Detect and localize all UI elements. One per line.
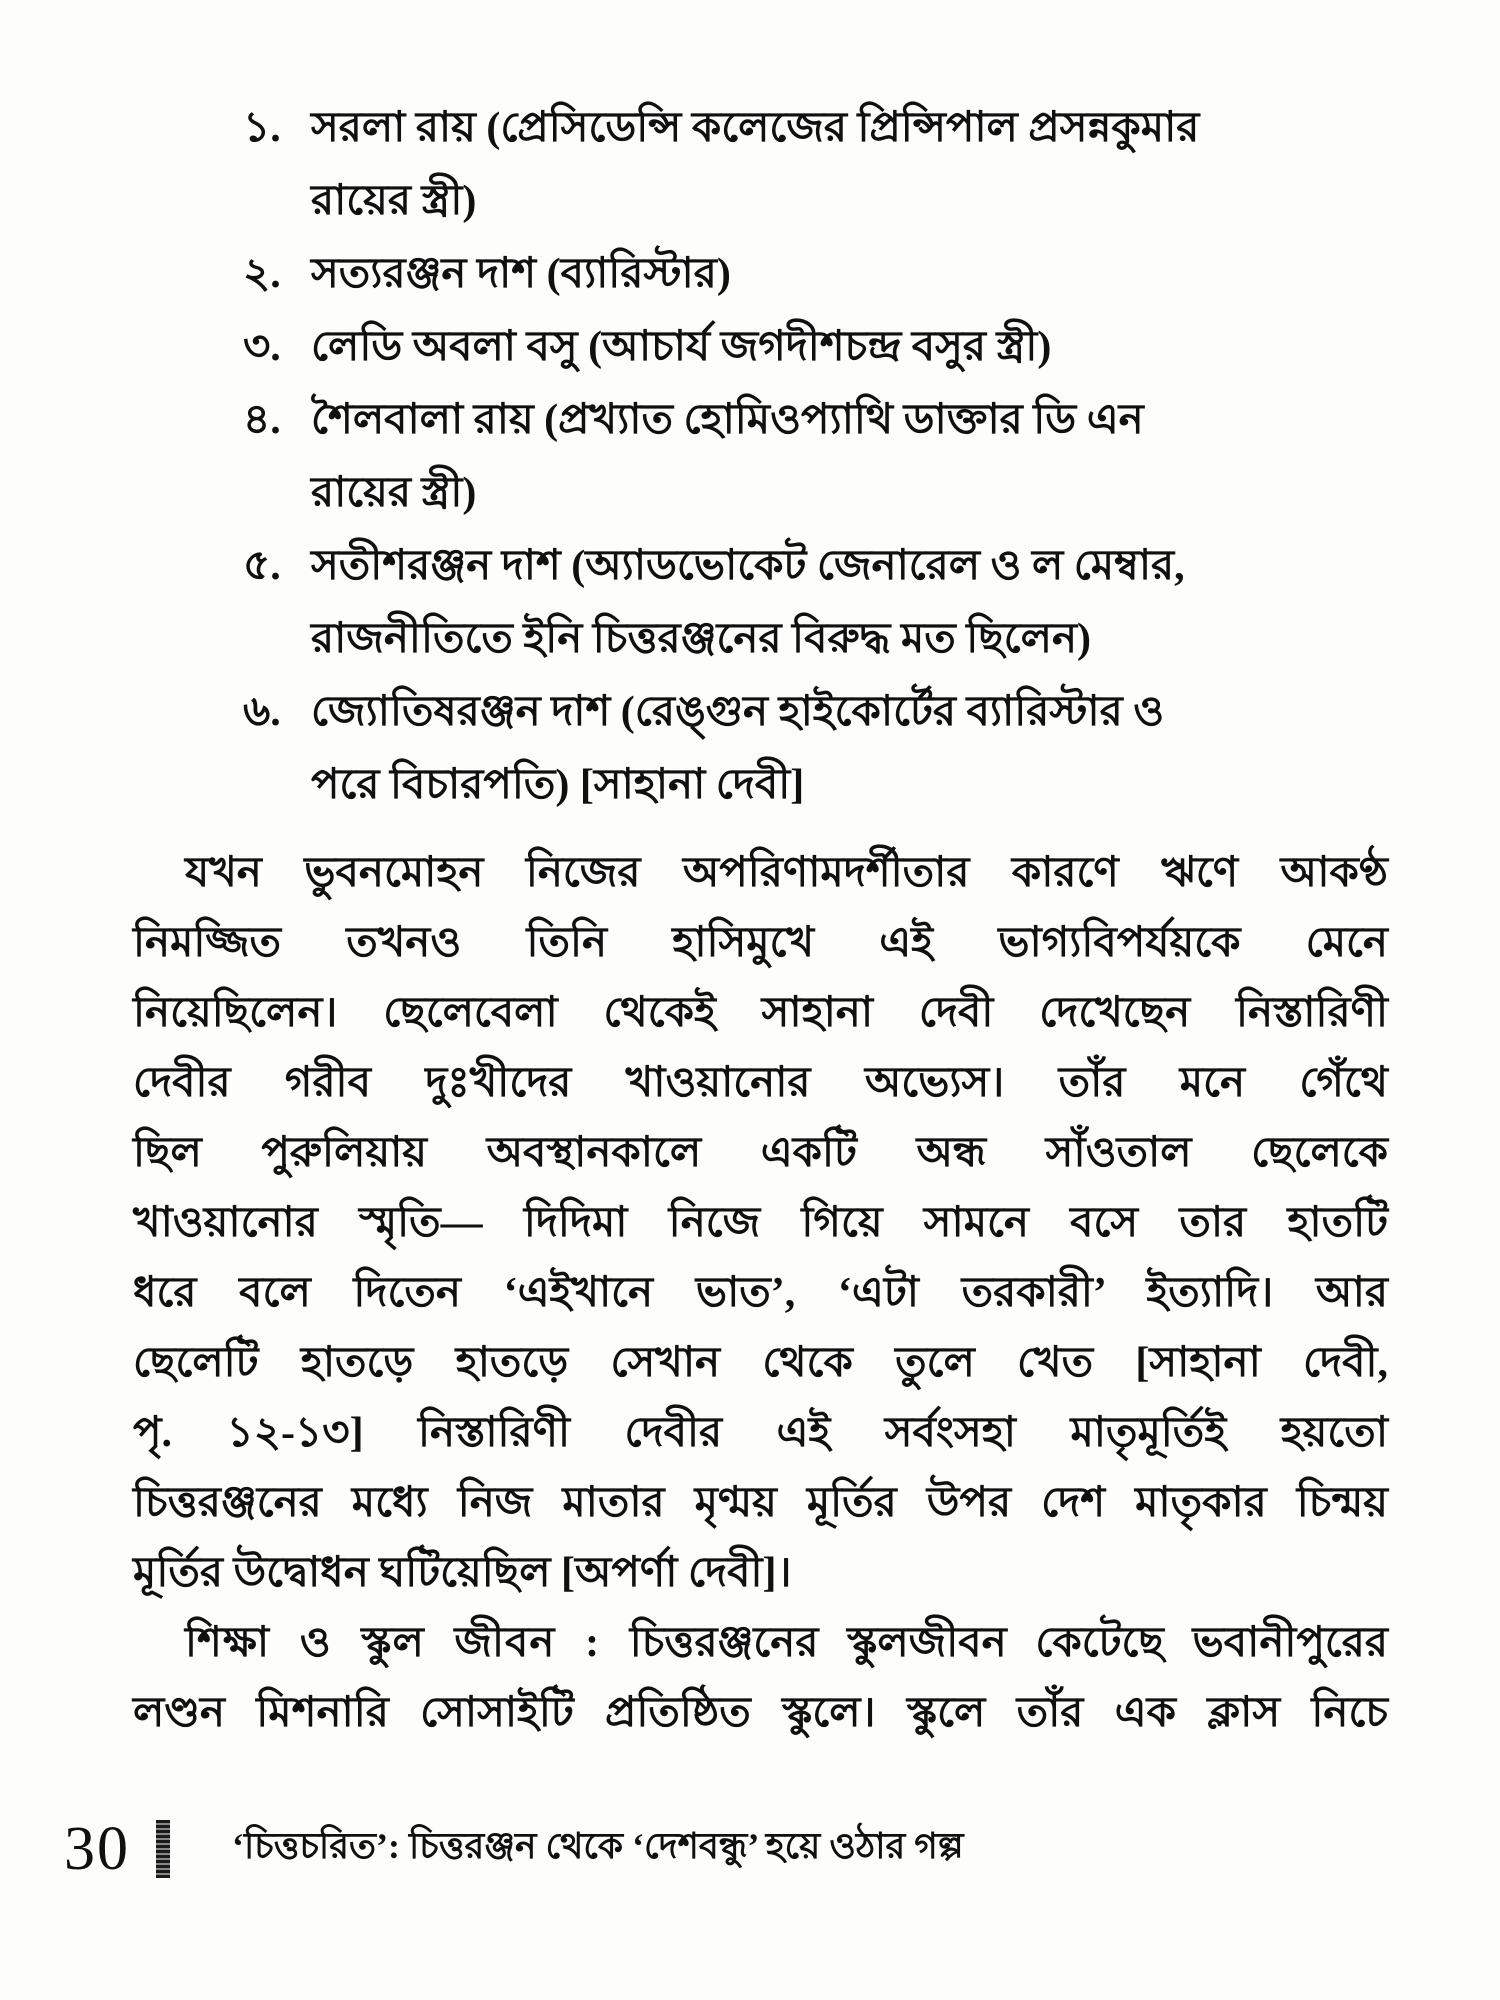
list-item-line: রায়ের স্ত্রী): [311, 178, 477, 224]
list-item: [243, 530, 1388, 676]
paragraph-line: নিয়েছিলেন। ছেলেবেলা থেকেই সাহানা দেবী দেখেছেন নিস্তারিণী: [133, 990, 1388, 1036]
list-item: [243, 676, 1388, 822]
list-item: [243, 311, 1388, 384]
list-item-number: ১.: [243, 105, 281, 151]
list-item-line: সত্যরঞ্জন দাশ (ব্যারিস্টার): [311, 251, 731, 297]
page-content: [133, 92, 1388, 1748]
list-item-number: ২.: [243, 251, 281, 297]
list-item-line: জ্যোতিষরঞ্জন দাশ (রেঙ্গুন হাইকোর্টের ব্যারিস্টার ও: [311, 689, 1165, 735]
list-item-line: সরলা রায় (প্রেসিডেন্সি কলেজের প্রিন্সিপাল প্রসন্নকুমার: [311, 105, 1200, 151]
list-item-line: রাজনীতিতে ইনি চিত্তরঞ্জনের বিরুদ্ধ মত ছিলেন): [311, 616, 1091, 662]
paragraph-line: [133, 1608, 1388, 1678]
list-item-body: [311, 530, 1388, 676]
list-item-number: ৩.: [243, 324, 281, 370]
paragraph-line: ধরে বলে দিতেন ‘এইখানে ভাত’, ‘এটা তরকারী’ ইত্যাদি। আর: [133, 1270, 1388, 1316]
paragraph-education: [133, 1608, 1388, 1748]
paragraph-line: ছেলেটি হাতড়ে হাতড়ে সেখান থেকে তুলে খেত [সাহানা দেবী,: [133, 1340, 1388, 1386]
paragraph-line-text: চিত্তরঞ্জনের স্কুলজীবন কেটেছে ভবানীপুরের: [629, 1620, 1388, 1666]
list-item-line: শৈলবালা রায় (প্রখ্যাত হোমিওপ্যাথি ডাক্তার ডি এন: [311, 397, 1144, 443]
page-number: 30: [64, 1815, 130, 1883]
page-footer: [64, 1815, 964, 1883]
list-item-body: [311, 92, 1388, 238]
paragraph-family-memories: [133, 838, 1388, 1608]
list-item-number: ৫.: [243, 543, 281, 589]
list-item-number: ৪.: [243, 397, 281, 443]
paragraph-line: পৃ. ১২-১৩] নিস্তারিণী দেবীর এই সর্বংসহা মাতৃমূর্তিই হয়তো: [133, 1410, 1388, 1456]
paragraph-line: নিমজ্জিত তখনও তিনি হাসিমুখে এই ভাগ্যবিপর্যয়কে মেনে: [133, 920, 1388, 966]
list-item-body: [311, 384, 1388, 530]
paragraph-line: মূর্তির উদ্বোধন ঘটিয়েছিল [অপর্ণা দেবী]।: [133, 1550, 792, 1596]
paragraph-line: চিত্তরঞ্জনের মধ্যে নিজ মাতার মৃণ্ময় মূর্তির উপর দেশ মাতৃকার চিন্ময়: [133, 1480, 1388, 1526]
paragraph-line: যখন ভুবনমোহন নিজের অপরিণামদর্শীতার কারণে ঋণে আকণ্ঠ: [185, 850, 1388, 896]
name-list: [243, 92, 1388, 822]
list-item-line: সতীশরঞ্জন দাশ (অ্যাডভোকেট জেনারেল ও ল মেম্বার,: [311, 543, 1185, 589]
list-item: [243, 238, 1388, 311]
list-item-number: ৬.: [243, 689, 281, 735]
paragraph-line: ছিল পুরুলিয়ায় অবস্থানকালে একটি অন্ধ সাঁওতাল ছেলেকে: [133, 1130, 1388, 1176]
section-heading-bold: শিক্ষা ও স্কুল জীবন :: [185, 1620, 630, 1666]
list-item-body: [311, 311, 1388, 384]
paragraph-line: লণ্ডন মিশনারি সোসাইটি প্রতিষ্ঠিত স্কুলে। স্কুলে তাঁর এক ক্লাস নিচে: [133, 1690, 1388, 1736]
list-item-line: রায়ের স্ত্রী): [311, 470, 477, 516]
list-item-line: পরে বিচারপতি) [সাহানা দেবী]: [311, 762, 805, 808]
footer-divider-bar: [156, 1820, 170, 1878]
list-item: [243, 384, 1388, 530]
list-item: [243, 92, 1388, 238]
list-item-body: [311, 238, 1388, 311]
paragraph-line: খাওয়ানোর স্মৃতি— দিদিমা নিজে গিয়ে সামনে বসে তার হাতটি: [133, 1200, 1388, 1246]
paragraph-line: দেবীর গরীব দুঃখীদের খাওয়ানোর অভ্যেস। তাঁর মনে গেঁথে: [133, 1060, 1388, 1106]
list-item-line: লেডি অবলা বসু (আচার্য জগদীশচন্দ্র বসুর স্ত্রী): [311, 324, 1052, 370]
list-item-body: [311, 676, 1388, 822]
footer-book-title: ‘চিত্তচরিত’: চিত্তরঞ্জন থেকে ‘দেশবন্ধু’ হয়ে ওঠার গল্প: [232, 1826, 964, 1866]
